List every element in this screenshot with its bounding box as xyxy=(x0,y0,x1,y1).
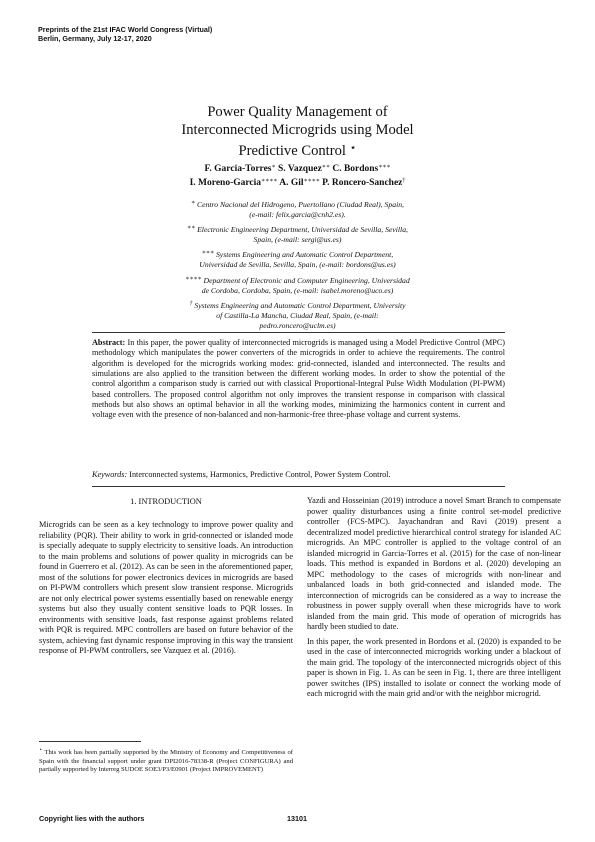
footnote xyxy=(39,746,293,775)
page-number: 13101 xyxy=(287,814,307,823)
author-name: C. Bordons xyxy=(332,164,379,174)
left-column xyxy=(39,520,293,657)
paragraph: Yazdi and Hosseinian (2019) introduce a novel Smart Branch to compensate power quality disturbances using a finite control set-model predictive controller (FCS-MPC). Jayachandran and Ravi (2019) present a decentralized model predictive hierarchical control strategy for islanded AC microgrids. An MPC controller is applied to the voltage control of an islanded microgrid in Garcia-Torres et al. (2015) for the case of non-linear loads. This method is expanded in Bordons et al. (2020) developing an MPC methodology to the cases of microgrids with non-linear and unbalanced loads in both grid-connected and islanded mode. The interconnection of microgrids can be considered as a way to increase the robustness in power supply overall when these microgrids have to work islanded from the main grid. This mode of operation of microgrids has hardly been studied to date. xyxy=(307,496,561,631)
right-column xyxy=(307,496,561,700)
paper-title xyxy=(0,103,595,160)
title-line-3: Predictive Control ⋆ xyxy=(238,142,357,159)
footnote-text: This work has been partially supported by the Ministry of Economy and Competitiveness of Spain with the financial support under grant DPI2016-78338-R (Project CONFIGURA) and partially supported by Interreg SUDOE SOE3/P3/E0901 (Project IMPROVEMENT) xyxy=(39,749,294,774)
affiliations xyxy=(120,198,475,334)
abstract xyxy=(92,338,505,421)
footnote-rule xyxy=(39,741,141,742)
author-line-2: I. Moreno-Garcia∗∗∗∗ A. Gil∗∗∗∗ P. Roncero-Sanchez† xyxy=(189,177,406,188)
abstract-top-rule xyxy=(92,332,505,333)
paragraph: In this paper, the work presented in Bordons et al. (2020) is expanded to be used in the case of interconnected microgrids working under a blackout of the main grid. The topology of the interconnected microgrids object of this paper is shown in Fig. 1. As can be seen in Fig. 1, there are three intelligent power switches (IPS) installed to isolate or connect the working mode of each microgrid with the main grid and/or with the neighbor microgrid. xyxy=(307,636,561,698)
abstract-label: Abstract: xyxy=(92,338,126,347)
conference-header xyxy=(38,25,212,43)
abstract-text: In this paper, the power quality of interconnected microgrids is managed using a Model Predictive Control (MPC) methodology which manipulates the power converters of the microgrids in order to achieve the requirements. The control algorithm is developed for the microgrids working modes: grid-connected, islanded and interconnected. The results and simulations are also applied to the transition between the different working modes. In order to show the potential of the control algorithm a comparison study is carried out with classical Proportional-Integral Pulse Width Modulation (PI-PWM) based controllers. The proposed control algorithm not only improves the transient response in comparison with classical methods but also shows an optimal behavior in all the working modes, minimizing the harmonics content in current and voltage even with the presence of non-balanced and non-harmonic-free three-phase voltage and current systems. xyxy=(92,338,506,420)
affiliation-4: ∗∗∗∗ Department of Electronic and Computer Engineering, Universidad de Cordoba, Cordoba, Spain, (e-mail: isabel.moreno@uco.es) xyxy=(185,275,410,295)
affiliation-3: ∗∗∗ Systems Engineering and Automatic Control Department, Universidad de Sevilla, Sevilla, Spain, (e-mail: bordons@us.es) xyxy=(199,250,396,270)
affiliation-2: ∗∗ Electronic Engineering Department, Universidad de Sevilla, Sevilla, Spain, (e-mail: sergi@us.es) xyxy=(187,225,408,245)
title-line-1: Power Quality Management of xyxy=(207,104,388,120)
header-line-2: Berlin, Germany, July 12-17, 2020 xyxy=(38,34,152,44)
keywords-label: Keywords: xyxy=(92,470,128,479)
keywords-text: Interconnected systems, Harmonics, Predictive Control, Power System Control. xyxy=(129,470,391,479)
author-name: F. Garcia-Torres xyxy=(204,164,272,174)
footnote-mark: ⋆ xyxy=(39,747,43,753)
affiliation-1: ∗ Centro Nacional del Hidrogeno, Puertollano (Ciudad Real), Spain, (e-mail: felix.garcia@cnh2.es). xyxy=(191,200,404,220)
author-name: P. Roncero-Sanchez xyxy=(322,177,403,188)
affiliation-5: † Systems Engineering and Automatic Control Department, University of Castilla-La Mancha, Ciudad Real, Spain, (e-mail: pedro.roncero@uclm.es) xyxy=(189,300,406,330)
author-name: S. Vazquez xyxy=(277,164,322,174)
author-line-1: F. Garcia-Torres∗ S. Vazquez∗∗ C. Bordons∗∗∗ xyxy=(204,164,391,174)
header-line-1: Preprints of the 21st IFAC World Congress (Virtual) xyxy=(38,25,213,34)
keywords xyxy=(92,470,505,480)
author-name: A. Gil xyxy=(279,177,304,188)
copyright-notice: Copyright lies with the authors xyxy=(39,814,145,823)
title-footnote-mark: ⋆ xyxy=(349,142,357,154)
section-heading: 1. INTRODUCTION xyxy=(130,497,202,506)
abstract-bottom-rule xyxy=(92,486,505,487)
title-line-2: Interconnected Microgrids using Model xyxy=(181,122,414,138)
author-name: I. Moreno-Garcia xyxy=(189,177,262,188)
author-list xyxy=(0,162,595,189)
paragraph: Microgrids can be seen as a key technology to improve power quality and reliability (PQR). Their ability to work in grid-connected or islanded mode is specially adequate to supply electricity to sensitive loads. An introduction to the main problems and solutions of power quality in microgrids can be found in Guerrero et al. (2012). As can be seen in the aforementioned paper, most of the solutions for power electronics devices in microgrids are based on PI-PWM controllers which present slow transient response. Microgrids are not only electrical power systems essentially based on renewable energy systems but also they usually content sensitive loads to PQR losses. In environments with sensitive loads, fast response against problems related with PQR is required. MPC controllers are based on future behavior of the system, achieving fast dynamic response improving in this way the transient response of PI-PWM controllers, see Vazquez et al. (2016). xyxy=(39,520,293,655)
